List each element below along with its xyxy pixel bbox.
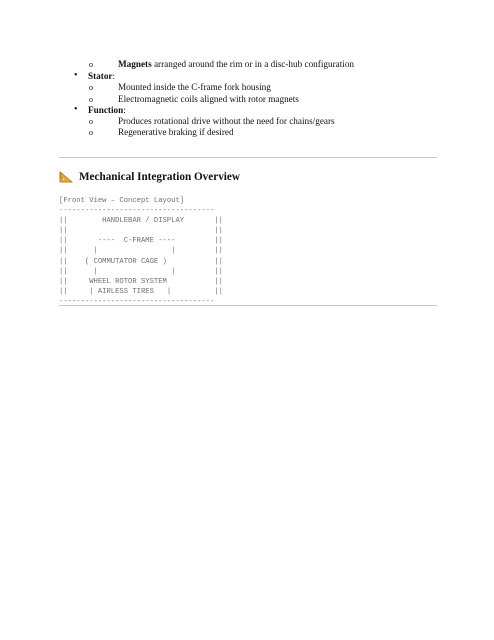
list-item-magnets <box>89 59 355 70</box>
list-item-stator <box>74 70 116 82</box>
section-heading <box>59 171 240 183</box>
list-item-text: Mounted inside the C-frame fork housing <box>118 82 271 92</box>
horizontal-rule <box>59 305 437 306</box>
bullet-marker: • <box>74 104 78 115</box>
list-item-function-braking <box>89 127 234 138</box>
list-item-stator-coils <box>89 94 299 105</box>
concept-layout-diagram: [Front View – Concept Layout] ------------------------------------ || HANDLEBAR / DISPLAY || || || || ---- C-FRAME ---- || || | | || || ( COMMUTATOR CAGE ) || || | | || || WHEEL ROTOR SYSTEM || || | AIRLESS TIRES | || ------------------------------------ <box>59 197 223 306</box>
magnets-description: arranged around the rim or in a disc-hub configuration <box>151 59 355 69</box>
list-item-text: Electromagnetic coils aligned with rotor magnets <box>118 94 299 104</box>
function-colon: : <box>123 105 126 115</box>
term-magnets: Magnets <box>118 59 152 69</box>
list-item-function <box>74 104 126 116</box>
term-stator: Stator <box>88 71 113 81</box>
term-function: Function <box>88 105 124 115</box>
sub-bullet-marker: o <box>89 128 93 137</box>
section-title: Mechanical Integration Overview <box>79 171 240 183</box>
sub-bullet-marker: o <box>89 60 93 69</box>
list-item-text: Produces rotational drive without the need for chains/gears <box>118 116 335 126</box>
list-item-text: Regenerative braking if desired <box>118 127 234 137</box>
sub-bullet-marker: o <box>89 117 93 126</box>
list-item-function-drive <box>89 116 335 127</box>
stator-colon: : <box>112 71 116 81</box>
bullet-marker: • <box>74 70 78 81</box>
sub-bullet-marker: o <box>89 83 93 92</box>
list-item-stator-housing <box>89 82 271 93</box>
sub-bullet-marker: o <box>89 95 93 104</box>
triangular-ruler-icon <box>59 171 73 183</box>
horizontal-rule <box>59 157 437 158</box>
